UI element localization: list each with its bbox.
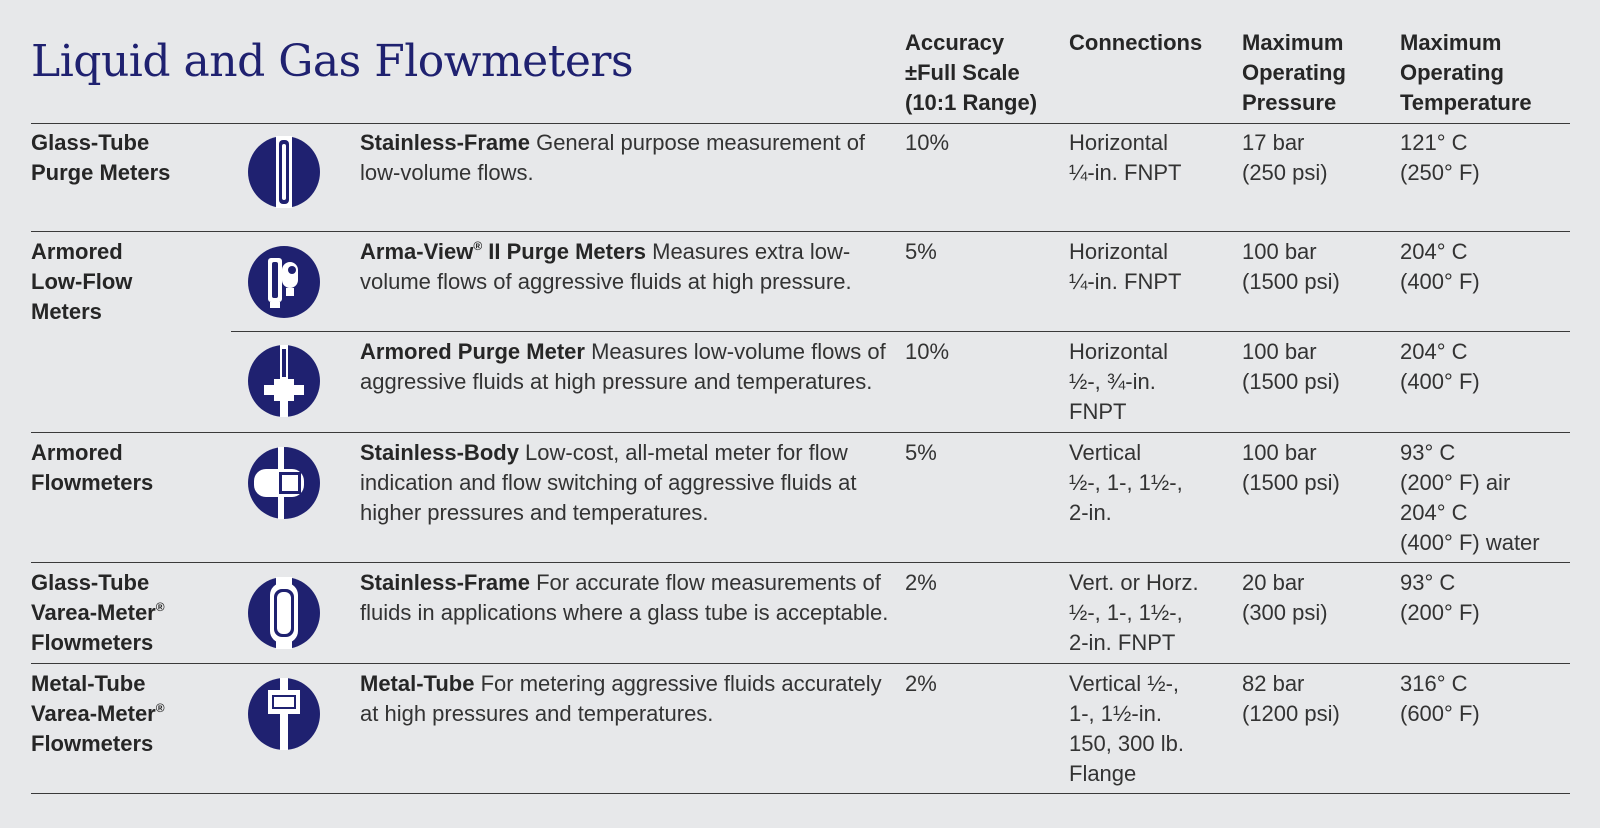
category-line: Glass-Tube <box>31 570 150 595</box>
pressure-line: (1200 psi) <box>1242 701 1340 726</box>
temperature-line: 316° C <box>1400 671 1468 696</box>
table-rule <box>31 663 1570 664</box>
product-description: Measures extra low-volume flows of aggressive fluids at high pressure. <box>360 239 852 294</box>
pressure-line: 100 bar <box>1242 339 1317 364</box>
pressure-line: 100 bar <box>1242 440 1317 465</box>
temperature-line: (400° F) <box>1400 369 1480 394</box>
row-temperature <box>1400 568 1480 628</box>
row-connections <box>1069 438 1183 528</box>
temperature-line: 204° C <box>1400 500 1468 525</box>
product-name <box>360 239 646 264</box>
arma-view-purge-meter-icon <box>248 246 320 318</box>
row-category <box>31 568 165 658</box>
pressure-line: 17 bar <box>1242 130 1305 155</box>
connections-line: ½-, 1-, 1½-, <box>1069 600 1183 625</box>
connections-line: Vertical <box>1069 440 1142 465</box>
category-line: Armored <box>31 440 123 465</box>
row-temperature <box>1400 438 1540 558</box>
connections-line: Horizontal <box>1069 130 1169 155</box>
category-line: Meters <box>31 299 102 324</box>
category-line: Metal-Tube <box>31 671 146 696</box>
header-line: (10:1 Range) <box>905 90 1038 115</box>
category-text: Varea-Meter <box>31 701 156 726</box>
category-line: Purge Meters <box>31 160 171 185</box>
connections-line: Vertical ½-, <box>1069 671 1180 696</box>
temperature-line: (400° F) water <box>1400 530 1540 555</box>
product-name: Stainless-Frame <box>360 570 530 595</box>
connections-line: 2-in. FNPT <box>1069 630 1176 655</box>
product-name: Armored Purge Meter <box>360 339 585 364</box>
header-pressure <box>1242 28 1346 118</box>
category-text: Varea-Meter <box>31 600 156 625</box>
row-temperature <box>1400 237 1480 297</box>
temperature-line: 93° C <box>1400 570 1456 595</box>
connections-line: ½-, ¾-in. <box>1069 369 1156 394</box>
connections-line: 2-in. <box>1069 500 1112 525</box>
glass-tube-purge-meter-icon <box>248 136 320 208</box>
temperature-line: (200° F) <box>1400 600 1480 625</box>
connections-line: Horizontal <box>1069 239 1169 264</box>
temperature-line: 121° C <box>1400 130 1468 155</box>
pressure-line: 20 bar <box>1242 570 1305 595</box>
row-description <box>360 669 890 729</box>
category-line <box>31 699 165 729</box>
armored-purge-meter-icon <box>248 345 320 417</box>
temperature-line: (400° F) <box>1400 269 1480 294</box>
pressure-line: (1500 psi) <box>1242 269 1340 294</box>
row-description <box>360 438 890 528</box>
row-pressure <box>1242 237 1340 297</box>
row-pressure <box>1242 669 1340 729</box>
header-line: Maximum <box>1242 30 1344 55</box>
row-pressure <box>1242 337 1340 397</box>
registered-mark: ® <box>155 600 165 614</box>
registered-mark: ® <box>473 239 483 253</box>
pressure-line: (1500 psi) <box>1242 369 1340 394</box>
row-accuracy: 2% <box>905 671 937 696</box>
pressure-line: (300 psi) <box>1242 600 1328 625</box>
row-temperature <box>1400 669 1480 729</box>
category-line: Armored <box>31 239 123 264</box>
connections-line: FNPT <box>1069 399 1127 424</box>
connections-line: Flange <box>1069 761 1137 786</box>
temperature-line: (200° F) air <box>1400 470 1511 495</box>
header-line: Operating <box>1242 60 1346 85</box>
connections-line: ¼-in. FNPT <box>1069 160 1182 185</box>
row-description <box>360 568 890 628</box>
row-accuracy: 5% <box>905 239 937 264</box>
header-line: Accuracy <box>905 30 1005 55</box>
product-name: Stainless-Body <box>360 440 519 465</box>
row-temperature <box>1400 128 1480 188</box>
row-description <box>360 337 890 397</box>
glass-tube-varea-meter-icon <box>248 577 320 649</box>
header-line: Pressure <box>1242 90 1337 115</box>
page-title: Liquid and Gas Flowmeters <box>31 36 634 87</box>
pressure-line: 100 bar <box>1242 239 1317 264</box>
row-accuracy: 5% <box>905 440 937 465</box>
product-name: Metal-Tube <box>360 671 475 696</box>
category-line: Flowmeters <box>31 630 154 655</box>
connections-line: ½-, 1-, 1½-, <box>1069 470 1183 495</box>
pressure-line: (250 psi) <box>1242 160 1328 185</box>
table-rule <box>31 123 1570 124</box>
row-connections <box>1069 128 1181 188</box>
table-rule <box>231 331 1570 332</box>
row-category <box>31 669 165 759</box>
header-line: Temperature <box>1400 90 1532 115</box>
row-description <box>360 237 890 297</box>
product-description: For metering aggressive fluids accurately at high pressures and temperatures. <box>360 671 882 726</box>
connections-line: Vert. or Horz. <box>1069 570 1199 595</box>
stainless-body-flowmeter-icon <box>248 447 320 519</box>
category-line <box>31 598 165 628</box>
row-connections <box>1069 669 1184 789</box>
temperature-line: 93° C <box>1400 440 1456 465</box>
row-description <box>360 128 890 188</box>
pressure-line: (1500 psi) <box>1242 470 1340 495</box>
row-category <box>31 237 132 327</box>
header-line: Connections <box>1069 30 1203 55</box>
connections-line: Horizontal <box>1069 339 1169 364</box>
product-description: Measures low-volume flows of aggressive fluids at high pressure and temperatures. <box>360 339 886 394</box>
table-rule <box>31 562 1570 563</box>
header-line: Operating <box>1400 60 1504 85</box>
connections-line: ¼-in. FNPT <box>1069 269 1182 294</box>
header-accuracy <box>905 28 1037 118</box>
row-temperature <box>1400 337 1480 397</box>
row-accuracy: 10% <box>905 339 950 364</box>
product-name-text: Arma-View <box>360 239 474 264</box>
registered-mark: ® <box>155 701 165 715</box>
product-description: Low-cost, all-metal meter for flow indication and flow switching of aggressive fluids at higher pressures and temperatures. <box>360 440 857 525</box>
row-pressure <box>1242 438 1340 498</box>
temperature-line: (250° F) <box>1400 160 1480 185</box>
row-pressure <box>1242 128 1328 188</box>
category-line: Flowmeters <box>31 470 154 495</box>
product-description: General purpose measurement of low-volume flows. <box>360 130 866 185</box>
row-accuracy: 2% <box>905 570 937 595</box>
category-line: Low-Flow <box>31 269 133 294</box>
connections-line: 150, 300 lb. <box>1069 731 1184 756</box>
table-rule <box>31 432 1570 433</box>
header-line: ±Full Scale <box>905 60 1020 85</box>
pressure-line: 82 bar <box>1242 671 1305 696</box>
row-category <box>31 438 153 498</box>
product-description: For accurate flow measurements of fluids in applications where a glass tube is acceptable. <box>360 570 889 625</box>
row-connections <box>1069 237 1181 297</box>
table-rule <box>31 793 1570 794</box>
product-name: Stainless-Frame <box>360 130 530 155</box>
product-name-rest: II Purge Meters <box>482 239 646 264</box>
table-rule <box>31 231 1570 232</box>
header-temperature <box>1400 28 1532 118</box>
category-line: Glass-Tube <box>31 130 150 155</box>
connections-line: 1-, 1½-in. <box>1069 701 1162 726</box>
header-line: Maximum <box>1400 30 1502 55</box>
category-line: Flowmeters <box>31 731 154 756</box>
row-connections <box>1069 568 1199 658</box>
temperature-line: (600° F) <box>1400 701 1480 726</box>
metal-tube-varea-meter-icon <box>248 678 320 750</box>
row-pressure <box>1242 568 1328 628</box>
row-category <box>31 128 170 188</box>
row-accuracy: 10% <box>905 130 950 155</box>
temperature-line: 204° C <box>1400 239 1468 264</box>
temperature-line: 204° C <box>1400 339 1468 364</box>
header-connections <box>1069 28 1202 58</box>
row-connections <box>1069 337 1168 427</box>
